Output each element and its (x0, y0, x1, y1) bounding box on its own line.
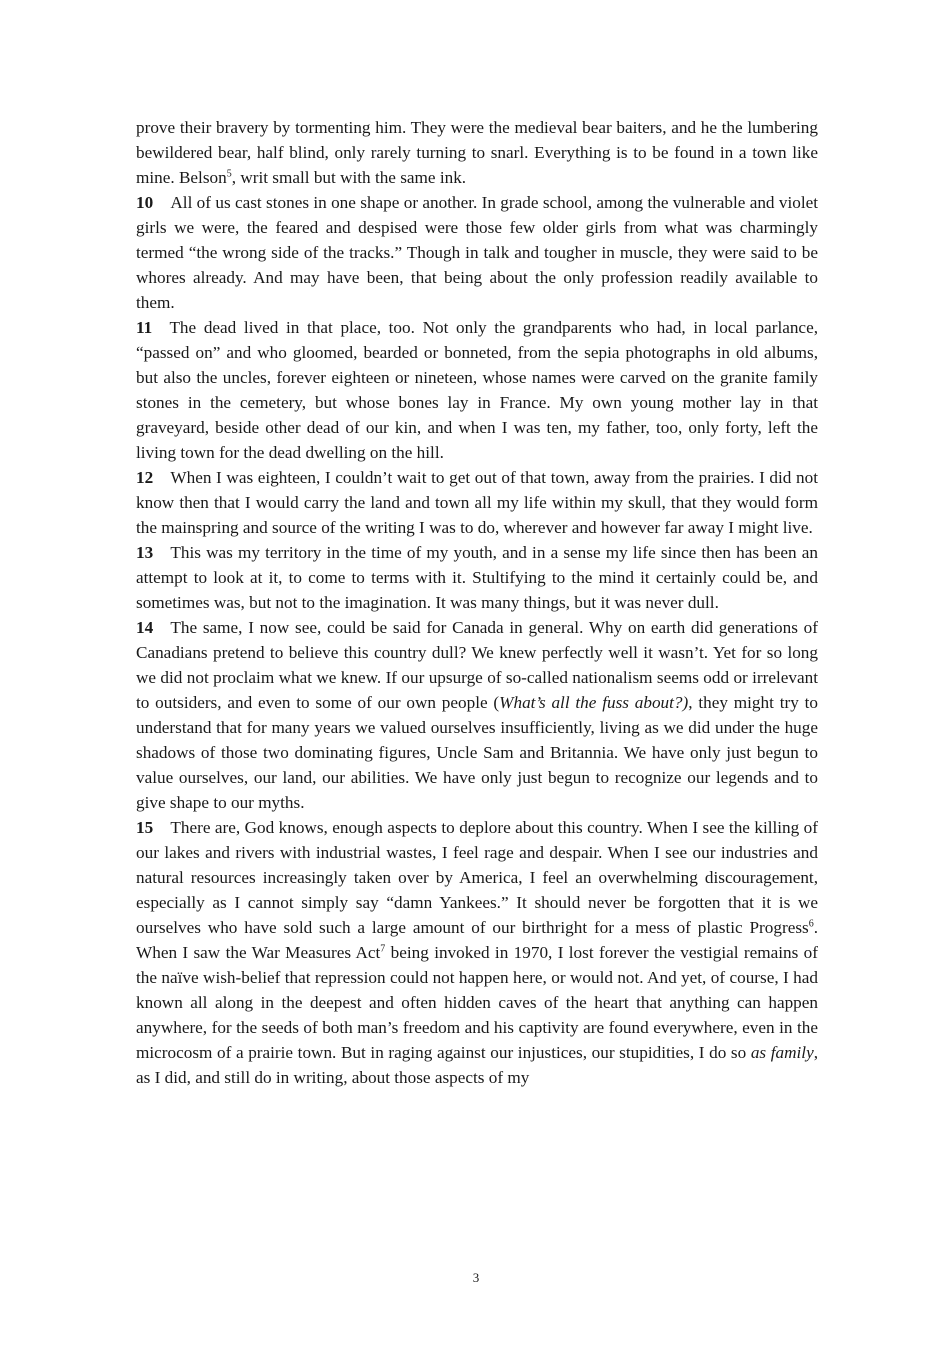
italic-text: What’s all the fuss about?) (499, 693, 689, 712)
text-run: This was my territory in the time of my youth, and in a sense my life since then has been an attempt to look at it, to come to terms with it. Stultifying to the mind it certainly could be, and sometimes was, but not to the imagination. It was many things, but it was never dull. (136, 543, 818, 612)
footnote-marker: 7 (380, 943, 386, 955)
italic-text: as family (750, 1043, 814, 1062)
text-run: , writ small but with the same ink. (231, 168, 467, 187)
text-run: All of us cast stones in one shape or another. In grade school, among the vulnerable and violet girls we were, the feared and despised were those few older girls from what was charmingly termed “the wrong side of the tracks.” Though in talk and tougher in muscle, they were said to be whores already. And may have been, that being about the only profession readily available to them. (136, 193, 818, 312)
footnote-marker: 5 (226, 168, 232, 180)
text-run: There are, God knows, enough aspects to deplore about this country. When I see the killing of our lakes and rivers with industrial wastes, I feel rage and despair. When I see our industries and natural resources increasingly taken over by America, I feel an overwhelming discouragement, especially as I cannot simply say “damn Yankees.” It should never be forgotten that it is we ourselves who have sold such a large amount of our birthright for a mess of plastic Progress (136, 818, 818, 937)
paragraph (136, 615, 818, 815)
text-run: When I was eighteen, I couldn’t wait to get out of that town, away from the prairies. I did not know then that I would carry the land and town all my life within my skull, that they would form the mainspring and source of the writing I was to do, wherever and however far away I might live. (136, 468, 818, 537)
document-body (136, 115, 818, 1090)
paragraph (136, 815, 818, 1090)
paragraph-number: 11 (136, 318, 153, 337)
text-run: The dead lived in that place, too. Not only the grandparents who had, in local parlance, “passed on” and who gloomed, bearded or bonneted, from the sepia photographs in old albums, but also the uncles, forever eighteen or nineteen, whose names were carved on the granite family stones in the cemetery, but whose bones lay in France. My own young mother lay in that graveyard, beside other dead of our kin, and when I was ten, my father, too, only forty, left the living town for the dead dwelling on the hill. (136, 318, 818, 462)
paragraph (136, 540, 818, 615)
text-run: being invoked in 1970, I lost forever the vestigial remains of the naïve wish-belief that repression could not happen here, or would not. And yet, of course, I had known all along in the deepest and often hidden caves of the heart that anything can happen anywhere, for the seeds of both man’s freedom and his captivity are found everywhere, even in the microcosm of a prairie town. But in raging against our injustices, our stupidities, I do so (136, 943, 818, 1062)
page-number: 3 (472, 1270, 480, 1285)
text-run: The same, I now see, could be said for Canada in general. Why on earth did generations of Canadians pretend to believe this country dull? We knew perfectly well it wasn’t. Yet for so long we did not proclaim what we knew. If our upsurge of so-called nationalism seems odd or irrelevant to outsiders, and even to some of our own people ( (136, 618, 818, 712)
paragraph (136, 115, 818, 190)
paragraph (136, 190, 818, 315)
text-run: prove their bravery by tormenting him. They were the medieval bear baiters, and he the lumbering bewildered bear, half blind, only rarely turning to snarl. Everything is to be found in a town like mine. Belson (136, 118, 818, 187)
text-run: , they might try to understand that for many years we valued ourselves insufficiently, living as we did under the huge shadows of those two dominating figures, Uncle Sam and Britannia. We have only just begun to value ourselves, our land, our abilities. We have only just begun to recognize our legends and to give shape to our myths. (136, 693, 818, 812)
text-run: , as I did, and still do in writing, about those aspects of my (136, 1043, 818, 1087)
paragraph-number: 15 (136, 818, 154, 837)
paragraph-number: 10 (136, 193, 154, 212)
paragraph (136, 315, 818, 465)
paragraph-number: 13 (136, 543, 154, 562)
paragraph-number: 12 (136, 468, 154, 487)
paragraph (136, 465, 818, 540)
paragraph-number: 14 (136, 618, 154, 637)
footnote-marker: 6 (808, 918, 814, 930)
text-run: . When I saw the War Measures Act (136, 918, 818, 962)
